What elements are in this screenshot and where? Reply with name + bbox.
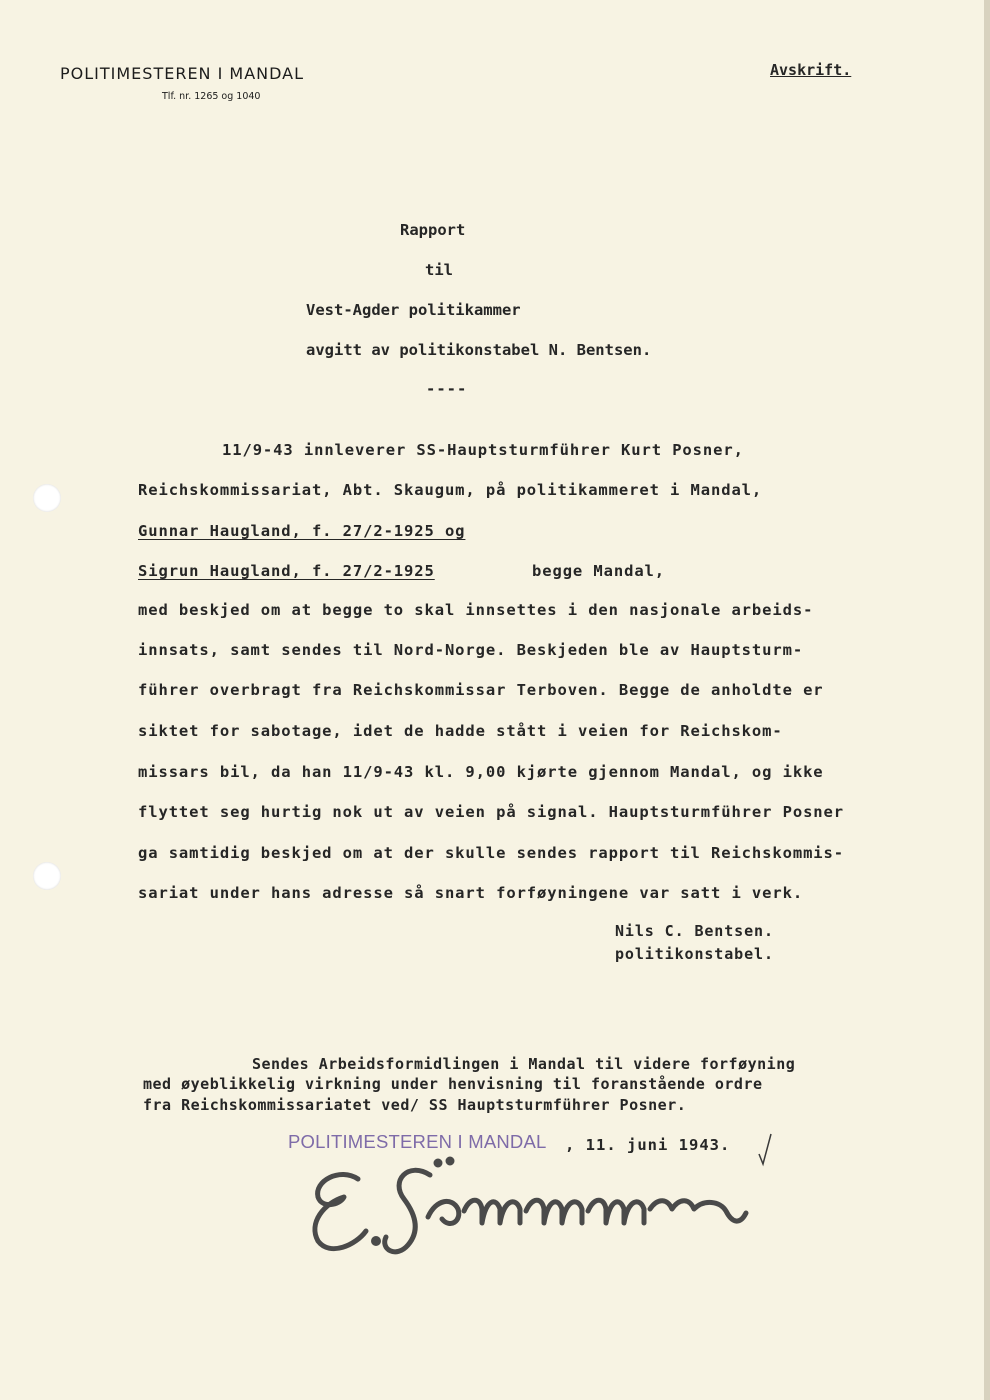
punch-hole-top — [33, 484, 61, 512]
body-line-5: med beskjed om at begge to skal innsettes i den nasjonale arbeids- — [138, 601, 814, 619]
page-edge-shadow — [984, 0, 990, 1400]
office-stamp: POLITIMESTEREN I MANDAL — [288, 1131, 547, 1152]
body-line-3-name: Gunnar Haugland, f. 27/2-1925 og — [138, 522, 466, 540]
forwarding-line-2: med øyeblikkelig virkning under henvisning til foranstående ordre — [143, 1075, 763, 1093]
report-title: Rapport — [400, 221, 466, 239]
handwritten-signature — [300, 1145, 760, 1275]
body-line-9: missars bil, da han 11/9-43 kl. 9,00 kjørte gjennom Mandal, og ikke — [138, 763, 824, 781]
body-line-4-name: Sigrun Haugland, f. 27/2-1925 — [138, 562, 435, 580]
closing-name: Nils C. Bentsen. — [615, 922, 774, 940]
body-line-1: 11/9-43 innleverer SS-Hauptsturmführer Kurt Posner, — [222, 441, 744, 459]
report-author: avgitt av politikonstabel N. Bentsen. — [306, 341, 652, 359]
report-to: til — [425, 261, 453, 279]
forwarding-line-1: Sendes Arbeidsformidlingen i Mandal til videre forføyning — [252, 1055, 796, 1073]
letterhead-office: POLITIMESTEREN I MANDAL — [60, 64, 305, 83]
body-line-4-rest: begge Mandal, — [532, 562, 666, 580]
punch-hole-bottom — [33, 862, 61, 890]
letterhead-phone: Tlf. nr. 1265 og 1040 — [162, 91, 261, 102]
body-line-8: siktet for sabotage, idet de hadde stått i veien for Reichskom- — [138, 722, 783, 740]
body-line-2: Reichskommissariat, Abt. Skaugum, på politikammeret i Mandal, — [138, 481, 763, 499]
body-line-6: innsats, samt sendes til Nord-Norge. Beskjeden ble av Hauptsturm- — [138, 641, 804, 659]
body-line-11: ga samtidig beskjed om at der skulle sendes rapport til Reichskommis- — [138, 844, 844, 862]
body-line-10: flyttet seg hurtig nok ut av veien på signal. Hauptsturmführer Posner — [138, 803, 844, 821]
copy-mark: Avskrift. — [770, 61, 852, 79]
report-recipient: Vest-Agder politikammer — [306, 301, 521, 319]
forwarding-line-3: fra Reichskommissariatet ved/ SS Hauptsturmführer Posner. — [143, 1096, 687, 1114]
body-line-7: führer overbragt fra Reichskommissar Terboven. Begge de anholdte er — [138, 681, 824, 699]
heading-separator: ---- — [426, 380, 468, 398]
date-line: , 11. juni 1943. — [565, 1136, 731, 1154]
body-line-12: sariat under hans adresse så snart forføyningene var satt i verk. — [138, 884, 804, 902]
closing-title: politikonstabel. — [615, 945, 774, 963]
